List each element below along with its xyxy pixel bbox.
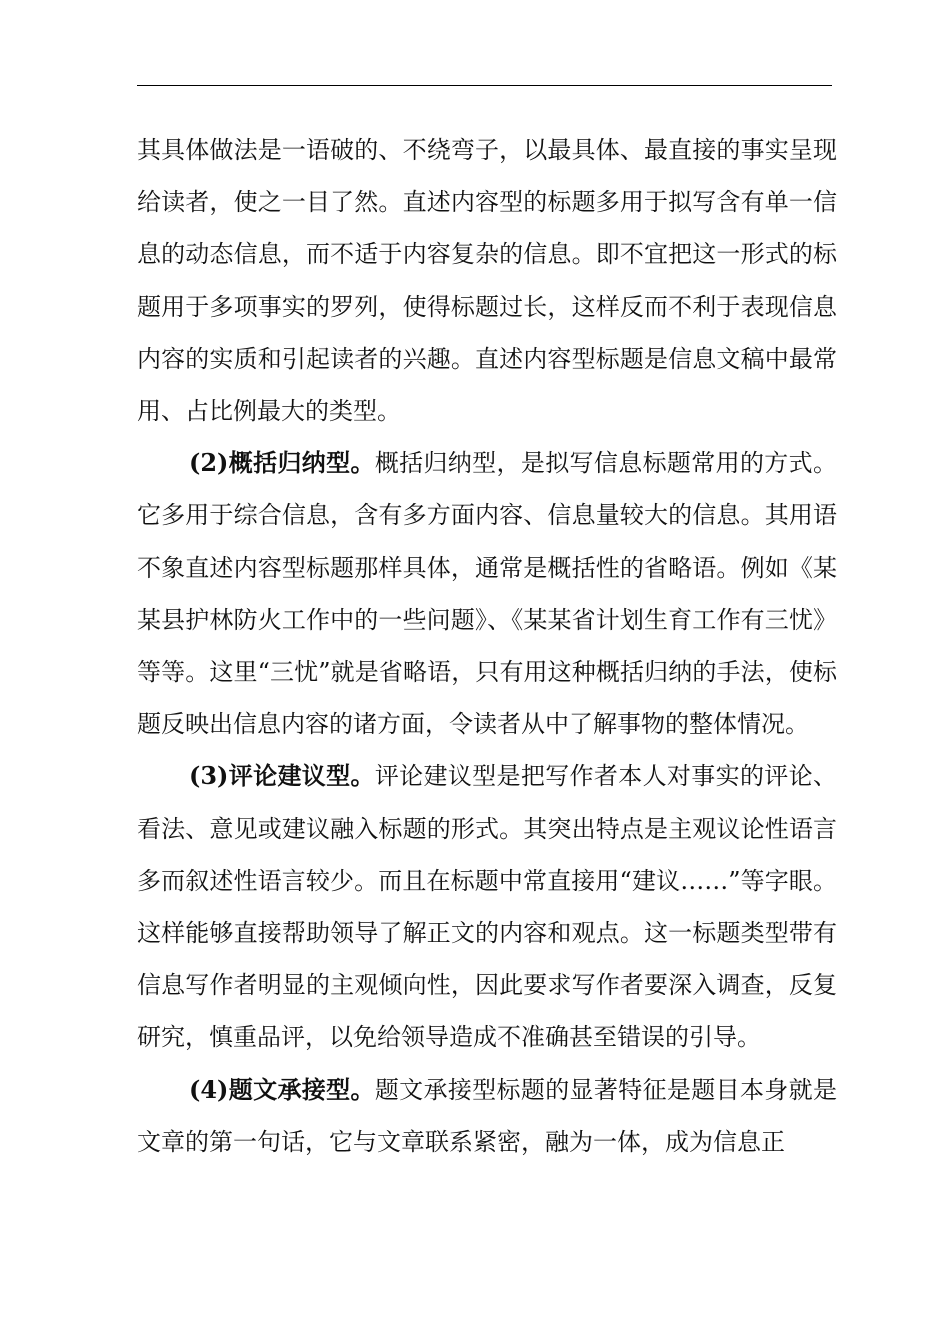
paragraph-4-heading: (4)题文承接型。	[189, 1074, 375, 1104]
paragraph-1-text: 其具体做法是一语破的、不绕弯子，以最具体、最直接的事实呈现给读者，使之一目了然。直述内容型的标题多用于拟写含有单一信息的动态信息，而不适于内容复杂的信息。即不宜把这一形式的标题用于多项事实的罗列，使得标题过长，这样反而不利于表现信息内容的实质和引起读者的兴趣。直述内容型标题是信息文稿中最常用、占比例最大的类型。	[137, 136, 837, 426]
paragraph-2-text: 概括归纳型，是拟写信息标题常用的方式。它多用于综合信息，含有多方面内容、信息量较大的信息。其用语不象直述内容型标题那样具体，通常是概括性的省略语。例如《某某县护林防火工作中的一些问题》、《某某省计划生育工作有三忧》等等。这里“三忧”就是省略语，只有用这种概括归纳的手法，使标题反映出信息内容的诸方面，令读者从中了解事物的整体情况。	[137, 449, 837, 739]
paragraph-3-heading: (3)评论建议型。	[189, 761, 375, 791]
header-rule	[137, 85, 832, 86]
paragraph-1	[137, 124, 837, 437]
paragraph-4	[137, 1064, 837, 1168]
paragraph-4-text: 题文承接型标题的显著特征是题目本身就是文章的第一句话，它与文章联系紧密，融为一体，成为信息正	[137, 1075, 837, 1156]
document-body	[137, 124, 837, 1168]
paragraph-2	[137, 437, 837, 750]
paragraph-3	[137, 750, 837, 1063]
paragraph-2-heading: (2)概括归纳型。	[189, 448, 375, 478]
paragraph-3-text: 评论建议型是把写作者本人对事实的评论、看法、意见或建议融入标题的形式。其突出特点是主观议论性语言多而叙述性语言较少。而且在标题中常直接用“建议……”等字眼。这样能够直接帮助领导了解正文的内容和观点。这一标题类型带有信息写作者明显的主观倾向性，因此要求写作者要深入调查，反复研究，慎重品评，以免给领导造成不准确甚至错误的引导。	[137, 762, 837, 1052]
